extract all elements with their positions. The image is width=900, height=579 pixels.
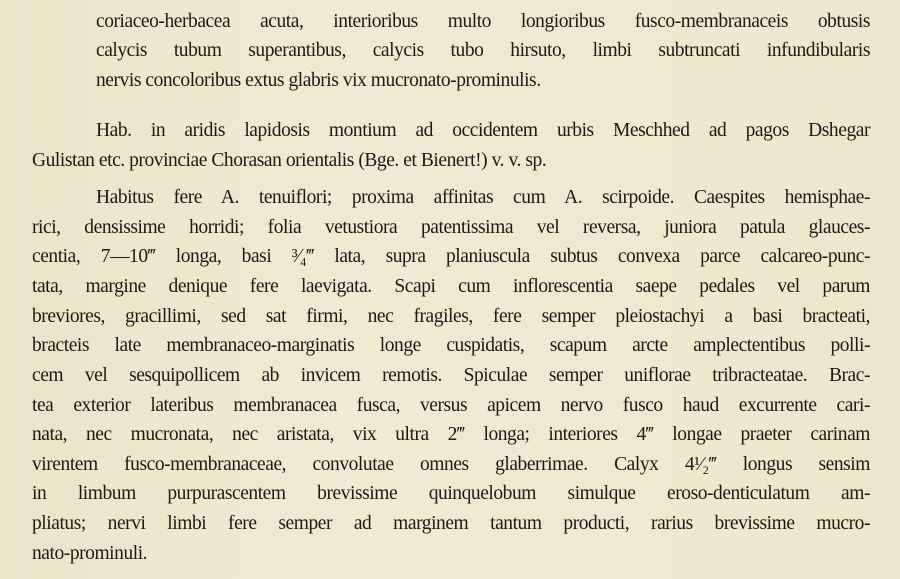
- text-line: calycis tubum superantibus, calycis tubo hirsuto, limbi subtruncati infundibularis: [96, 40, 870, 61]
- text-line: nervis concoloribus extus glabris vix mucronato-prominulis.: [96, 70, 541, 91]
- text-line: nato-prominuli.: [32, 543, 148, 564]
- text-line: Gulistan etc. provinciae Chorasan orientalis (Bge. et Bienert!) v. v. sp.: [32, 150, 547, 171]
- text-line: bracteis late membranaceo-marginatis longe cuspidatis, scapum arcte amplectentibus polli-: [32, 335, 870, 356]
- text-line: tata, margine denique fere laevigata. Scapi cum inflorescentia saepe pedales vel parum: [32, 276, 870, 297]
- text-line: rici, densissime horridi; folia vetustiora patentissima vel reversa, juniora patula glauces-: [32, 217, 870, 238]
- text-line: Hab. in aridis lapidosis montium ad occidentem urbis Meschhed ad pagos Dshegar: [96, 120, 870, 141]
- text-line: breviores, gracillimi, sed sat firmi, nec fragiles, fere semper pleiostachyi a basi bracteati,: [32, 306, 870, 327]
- text-line: tea exterior lateribus membranacea fusca, versus apicem nervo fusco haud excurrente cari-: [32, 395, 870, 416]
- text-line: coriaceo-herbacea acuta, interioribus multo longioribus fusco-membranaceis obtusis: [96, 11, 870, 32]
- text-line: pliatus; nervi limbi fere semper ad marginem tantum producti, rarius brevissime mucro-: [32, 513, 870, 534]
- text-line: centia, 7—10‴ longa, basi ³⁄₄‴ lata, supra planiuscula subtus convexa parce calcareo-punc-: [32, 246, 870, 267]
- text-line: Habitus fere A. tenuiflori; proxima affinitas cum A. scirpoide. Caespites hemisphae-: [96, 187, 870, 208]
- text-line: cem vel sesquipollicem ab invicem remotis. Spiculae semper uniflorae tribracteatae. Brac-: [32, 365, 870, 386]
- text-line: virentem fusco-membranaceae, convolutae omnes glaberrimae. Calyx 4¹⁄₂‴ longus sensim: [32, 454, 870, 475]
- text-line: in limbum purpurascentem brevissime quinquelobum simulque eroso-denticulatum am-: [32, 483, 870, 504]
- text-line: nata, nec mucronata, nec aristata, vix ultra 2‴ longa; interiores 4‴ longae praeter carinam: [32, 424, 870, 445]
